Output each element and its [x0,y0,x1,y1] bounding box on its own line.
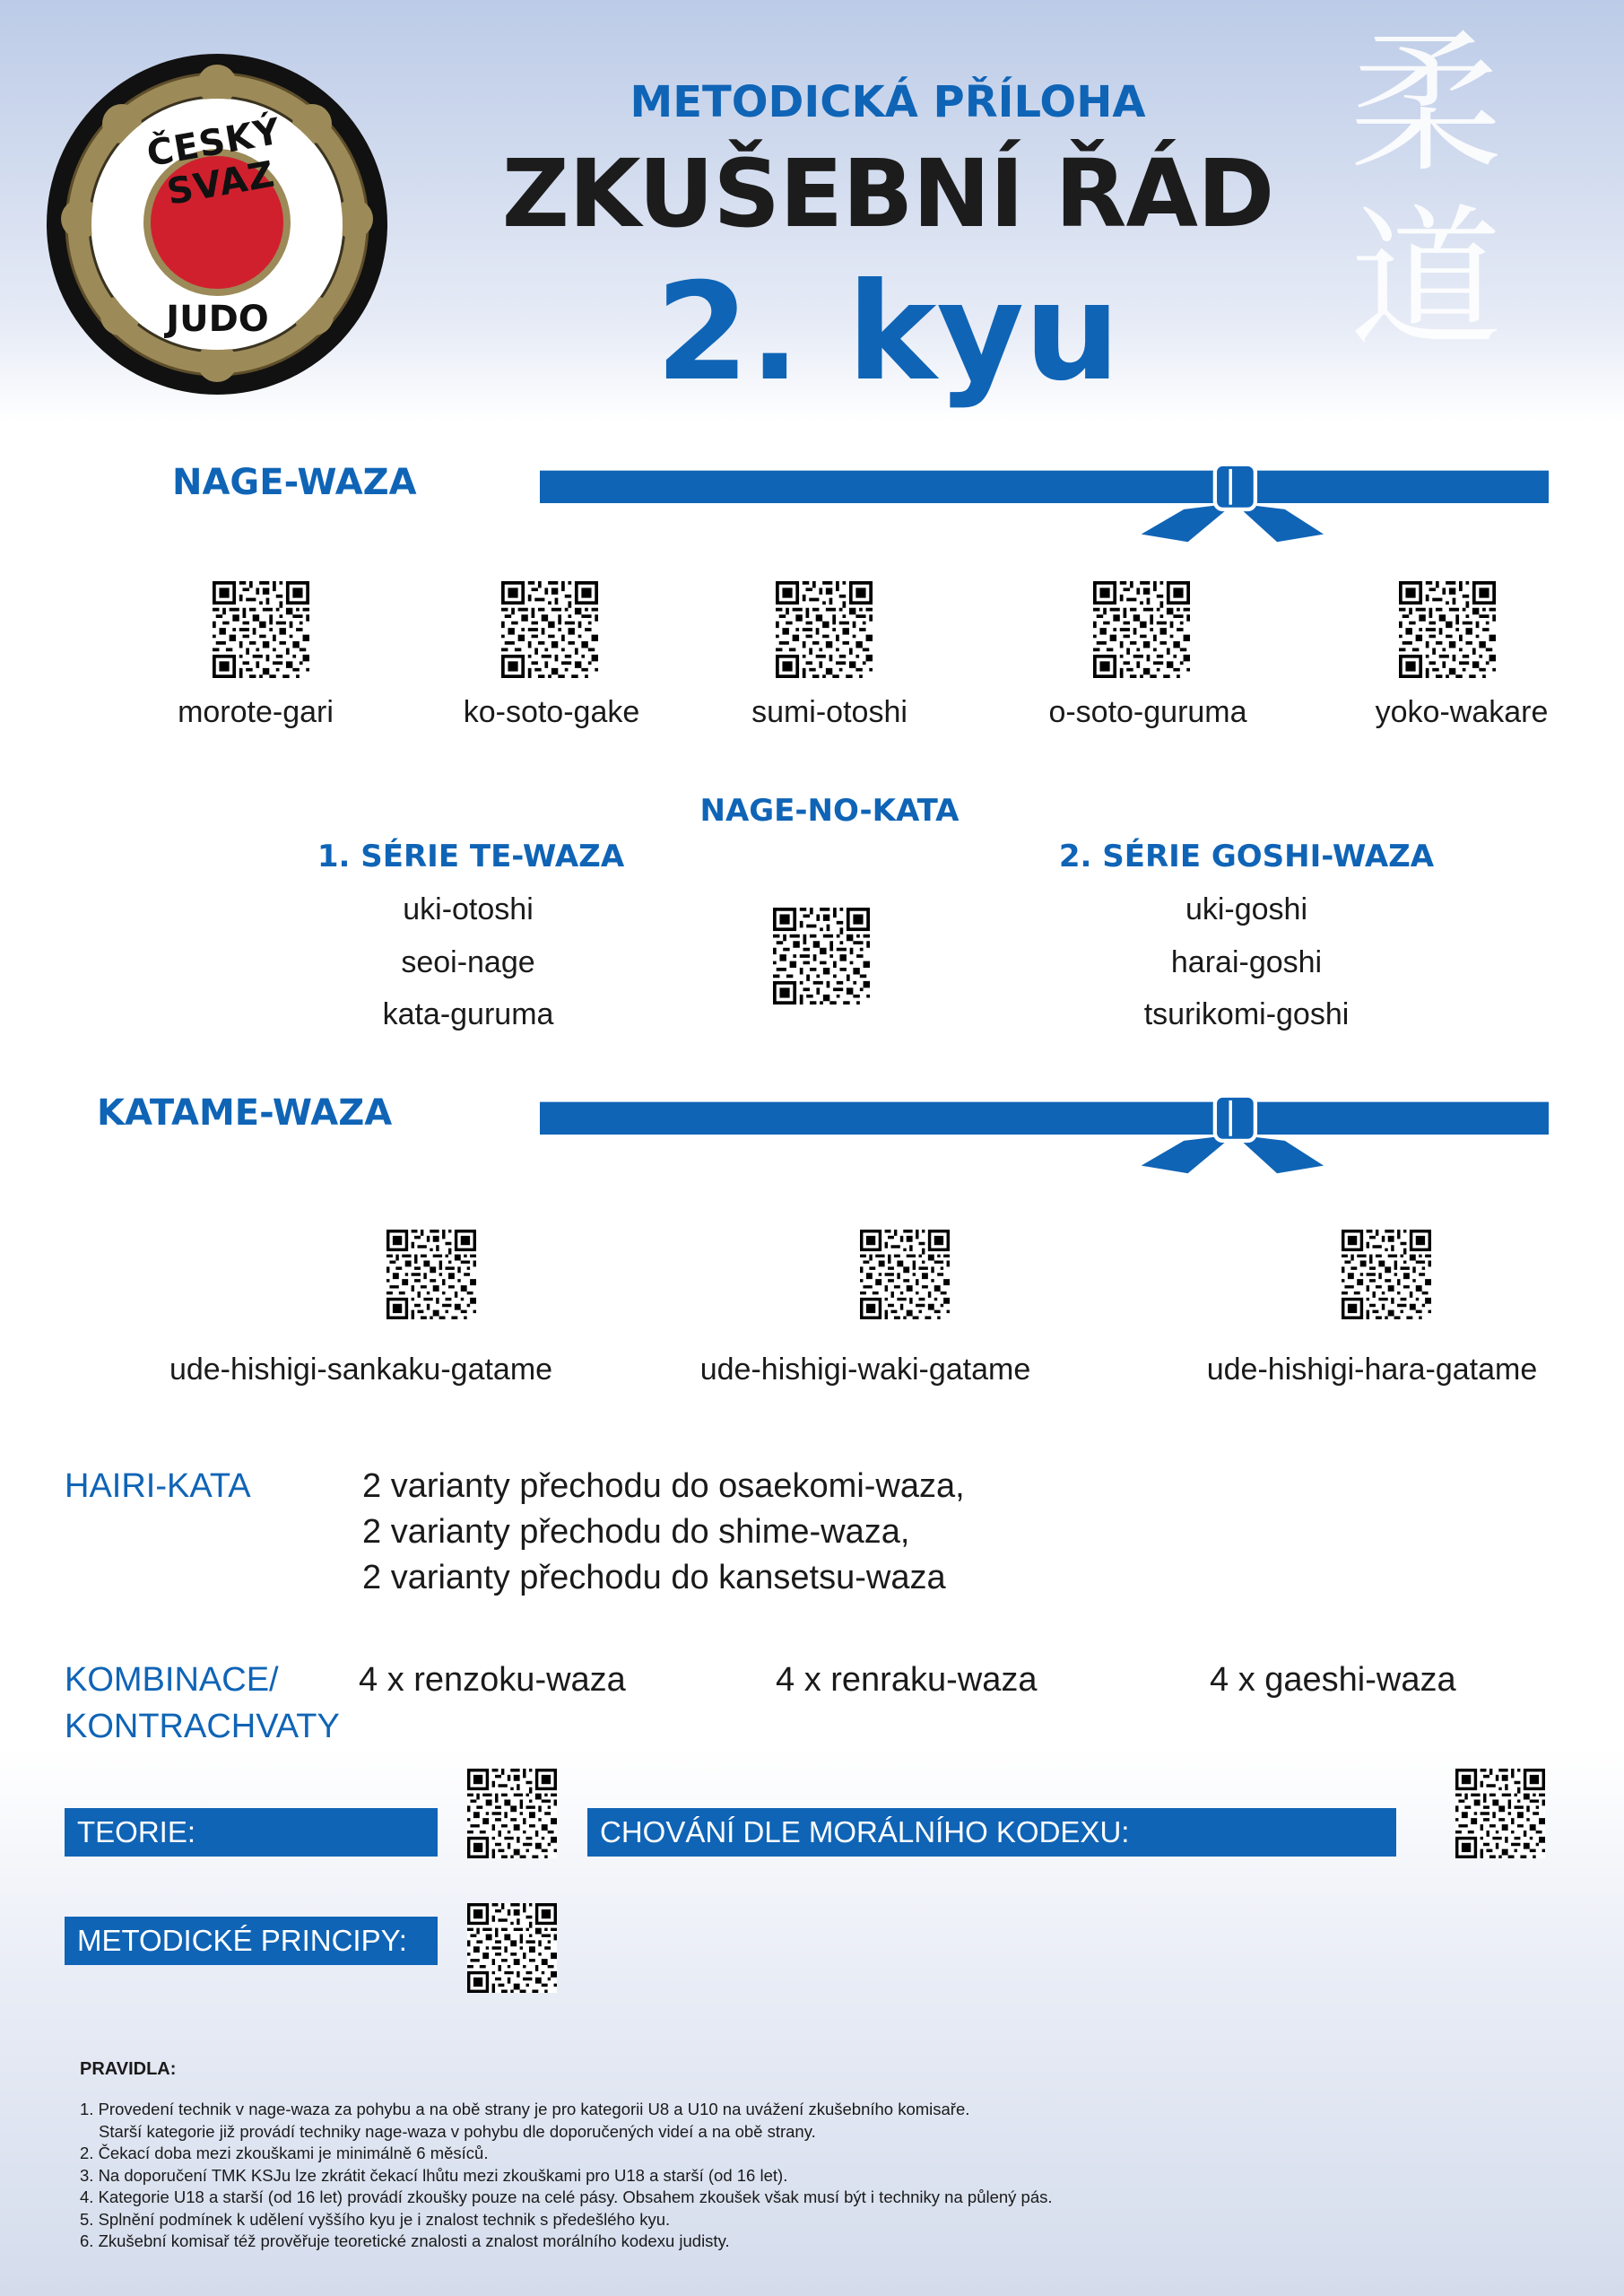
calligraphy: 柔道 [1350,16,1503,369]
qr-code-icon[interactable] [1455,1769,1545,1858]
rule-line: 2. Čekací doba mezi zkouškami je minimálně 6 měsíců. [80,2144,489,2162]
rules-title: PRAVIDLA: [80,2059,177,2079]
kombinace-item: 4 x renraku-waza [776,1661,1038,1699]
qr-code-icon[interactable] [501,581,598,678]
kombinace-label-2: KONTRACHVATY [65,1708,340,1745]
kata-item: tsurikomi-goshi [1143,997,1350,1031]
page-title: ZKUŠEBNÍ ŘÁD [501,139,1274,248]
technique-label: ude-hishigi-waki-gatame [699,1352,1031,1387]
technique-label: ude-hishigi-sankaku-gatame [169,1352,553,1387]
technique-label: morote-gari [178,695,334,729]
kata-item: seoi-nage [401,945,535,979]
qr-code-icon[interactable] [773,908,870,1004]
technique-label: o-soto-guruma [1048,695,1247,729]
teorie-bar: TEORIE: [65,1808,438,1857]
rule-line: 5. Splnění podmínek k udělení vyššího kyu je i znalost technik s předešlého kyu. [80,2209,671,2229]
rule-line: Starší kategorie již provádí techniky nage-waza v pohybu dle doporučených videí a na obě strany. [99,2121,816,2141]
belt-knot-icon [465,1094,1624,1175]
technique-label: yoko-wakare [1375,695,1549,729]
moral-code-bar: CHOVÁNÍ DLE MORÁLNÍHO KODEXU: [587,1808,1396,1857]
technique-label: ude-hishigi-hara-gatame [1206,1352,1538,1387]
kata-item: kata-guruma [382,997,554,1031]
katame-waza-title: KATAME-WAZA [97,1092,393,1134]
qr-code-icon[interactable] [776,581,873,678]
hairi-kata-line: 2 varianty přechodu do shime-waza, [362,1513,910,1551]
grade-title: 2. kyu [656,255,1120,411]
qr-code-icon[interactable] [1093,581,1190,678]
rule-line: 1. Provedení technik v nage-waza za pohybu a na obě strany je pro kategorii U8 a U10 na uvážení zkušebního komisaře. [80,2100,970,2118]
kombinace-item: 4 x gaeshi-waza [1210,1661,1456,1699]
subtitle: METODICKÁ PŘÍLOHA [630,77,1146,127]
logo-bottom-text: JUDO [166,299,269,340]
rule-line: 6. Zkušební komisař též prověřuje teoretické znalosti a znalost morálního kodexu judisty. [80,2231,730,2250]
logo-top-text: ČESKÝ SVAZ [143,110,284,213]
qr-code-icon[interactable] [1342,1230,1431,1319]
rule-line: 3. Na doporučení TMK KSJu lze zkrátit čekací lhůtu mezi zkouškami pro U18 a starší (od 16 let). [80,2165,788,2185]
hairi-kata-line: 2 varianty přechodu do osaekomi-waza, [362,1467,965,1505]
rules-list [80,2099,1559,2253]
methodical-principles-bar: METODICKÉ PRINCIPY: [65,1917,438,1965]
technique-label: ko-soto-gake [463,695,640,729]
hairi-kata-line: 2 varianty přechodu do kansetsu-waza [362,1559,946,1596]
nage-no-kata-title: NAGE-NO-KATA [699,793,960,829]
series1-title: 1. SÉRIE TE-WAZA [317,839,625,874]
judo-logo [45,52,390,397]
series2-title: 2. SÉRIE GOSHI-WAZA [1058,839,1435,874]
kata-item: uki-otoshi [403,892,534,926]
nage-waza-title: NAGE-WAZA [172,462,417,503]
technique-label: sumi-otoshi [751,695,908,729]
qr-code-icon[interactable] [860,1230,950,1319]
qr-code-icon[interactable] [467,1769,557,1858]
kombinace-label-1: KOMBINACE/ [65,1661,279,1699]
kombinace-item: 4 x renzoku-waza [359,1661,626,1699]
hairi-kata-label: HAIRI-KATA [65,1467,251,1505]
qr-code-icon[interactable] [467,1903,557,1993]
qr-code-icon[interactable] [213,581,309,678]
kata-item: uki-goshi [1185,892,1308,926]
qr-code-icon[interactable] [1399,581,1496,678]
qr-code-icon[interactable] [386,1230,476,1319]
kata-item: harai-goshi [1170,945,1323,979]
belt-knot-icon [465,463,1624,544]
rule-line: 4. Kategorie U18 a starší (od 16 let) provádí zkoušky pouze na celé pásy. Obsahem zkoušek však musí být i techniky na půlený pás. [80,2187,1053,2206]
